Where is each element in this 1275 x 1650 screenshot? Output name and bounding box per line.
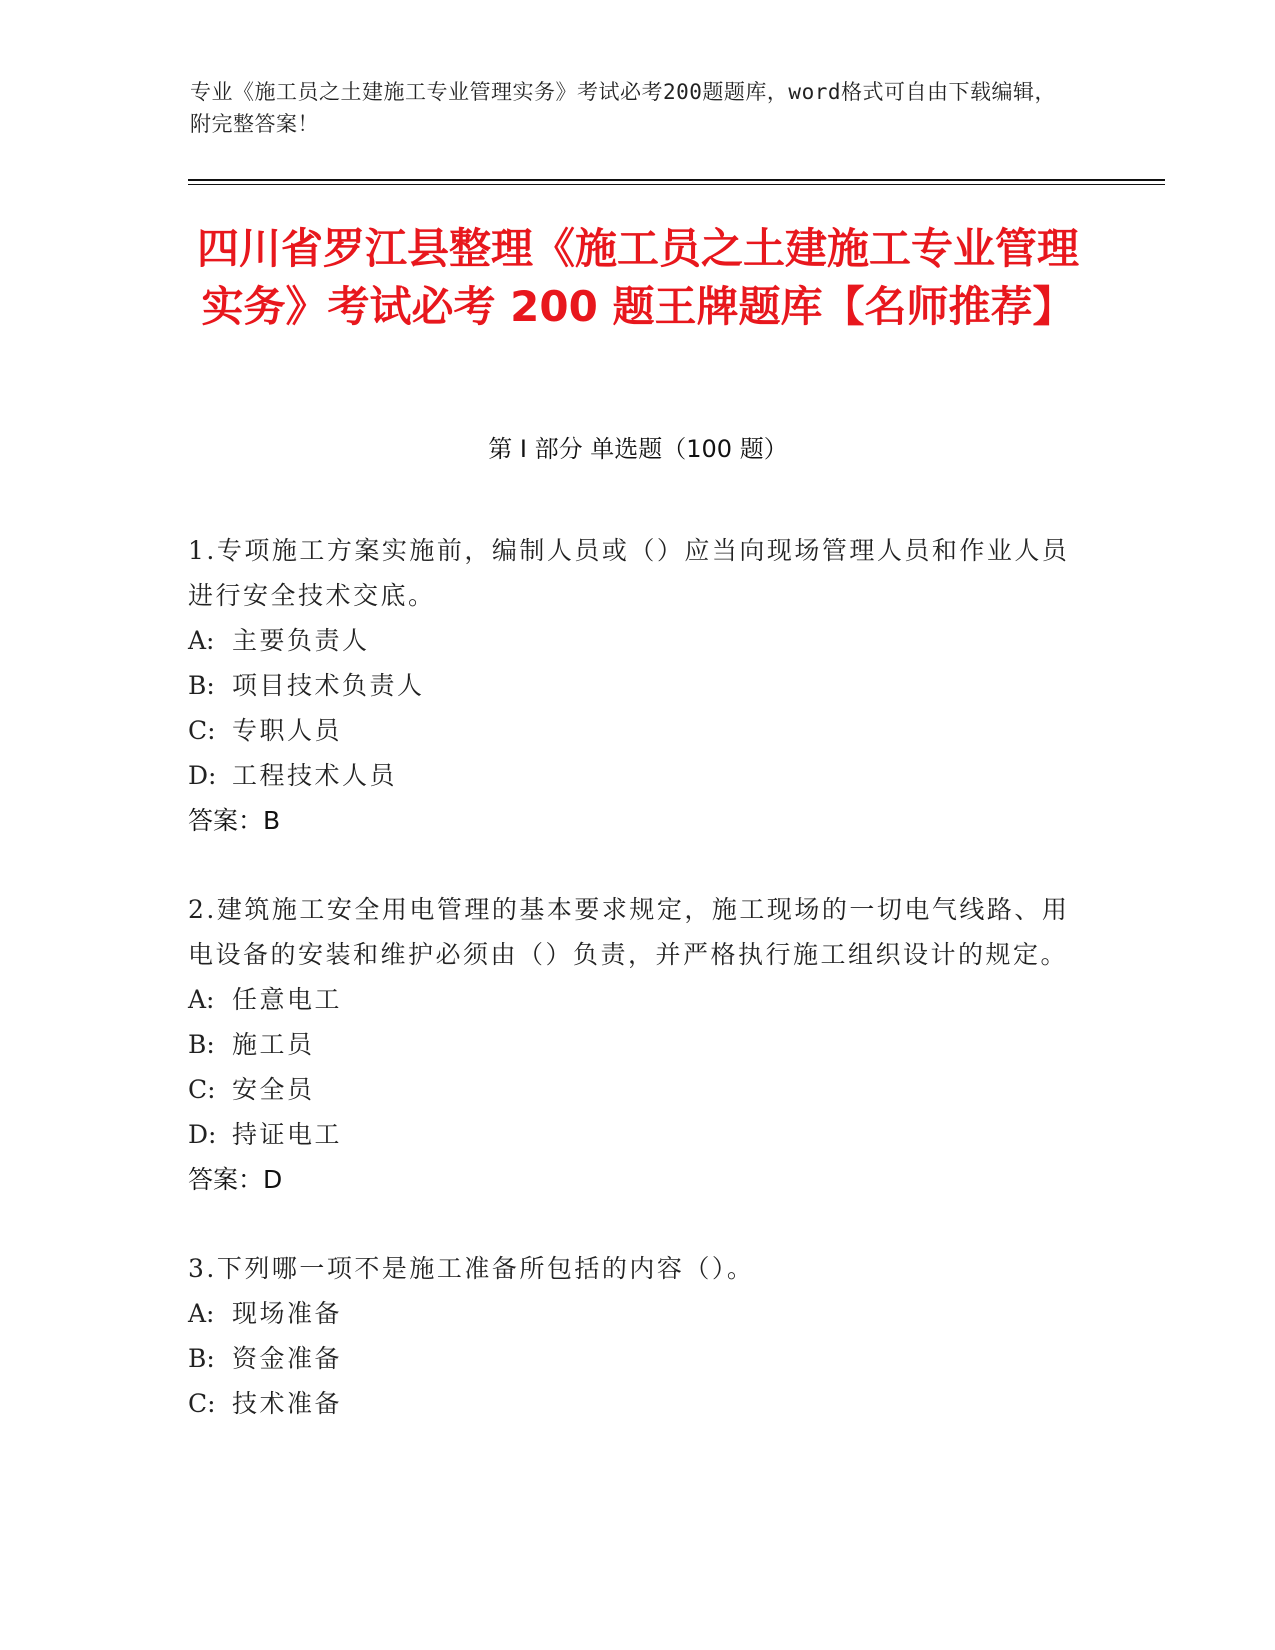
option-letter: A:	[188, 1299, 215, 1328]
option-letter: A:	[188, 985, 215, 1014]
option-text: 安全员	[232, 1075, 315, 1104]
option-text: 项目技术负责人	[232, 671, 425, 700]
option-text: 持证电工	[232, 1120, 343, 1149]
option-a	[188, 977, 1078, 1022]
option-text: 技术准备	[232, 1389, 343, 1418]
option-letter: C:	[188, 1389, 216, 1418]
option-letter: B:	[188, 1030, 215, 1059]
question-stem: 1.专项施工方案实施前，编制人员或（）应当向现场管理人员和作业人员进行安全技术交底。	[188, 536, 1070, 610]
question-stem: 3.下列哪一项不是施工准备所包括的内容（）。	[188, 1254, 755, 1283]
document-title: 四川省罗江县整理《施工员之土建施工专业管理实务》考试必考 200 题王牌题库【名师推荐】	[196, 224, 1079, 331]
question-stem: 2.建筑施工安全用电管理的基本要求规定，施工现场的一切电气线路、用电设备的安装和维护必须由（）负责，并严格执行施工组织设计的规定。	[188, 895, 1070, 969]
option-a	[188, 618, 1078, 663]
answer-line: 答案：D	[188, 1165, 283, 1194]
option-b	[188, 1336, 1078, 1381]
option-d	[188, 1112, 1078, 1157]
option-text: 现场准备	[232, 1299, 343, 1328]
option-text: 施工员	[232, 1030, 315, 1059]
option-letter: C:	[188, 1075, 216, 1104]
option-a	[188, 1291, 1078, 1336]
question-3	[188, 1246, 1078, 1426]
option-b	[188, 663, 1078, 708]
option-b	[188, 1022, 1078, 1067]
question-list	[188, 528, 1078, 1470]
section-heading: 第 I 部分 单选题（100 题）	[488, 435, 788, 463]
header-divider-thick	[188, 179, 1165, 181]
option-letter: A:	[188, 626, 215, 655]
option-d	[188, 753, 1078, 798]
option-c	[188, 1381, 1078, 1426]
option-letter: D:	[188, 761, 217, 790]
option-text: 主要负责人	[232, 626, 370, 655]
option-letter: B:	[188, 671, 215, 700]
option-text: 工程技术人员	[232, 761, 398, 790]
header-divider-thin	[188, 184, 1165, 185]
option-letter: B:	[188, 1344, 215, 1373]
option-text: 资金准备	[232, 1344, 343, 1373]
answer-line: 答案：B	[188, 806, 281, 835]
option-text: 专职人员	[232, 716, 343, 745]
option-letter: D:	[188, 1120, 217, 1149]
option-text: 任意电工	[232, 985, 343, 1014]
question-1	[188, 528, 1078, 843]
option-c	[188, 1067, 1078, 1112]
question-2	[188, 887, 1078, 1202]
option-letter: C:	[188, 716, 216, 745]
header-note: 专业《施工员之土建施工专业管理实务》考试必考200题题库，word格式可自由下载编辑，附完整答案！	[190, 80, 1056, 136]
option-c	[188, 708, 1078, 753]
